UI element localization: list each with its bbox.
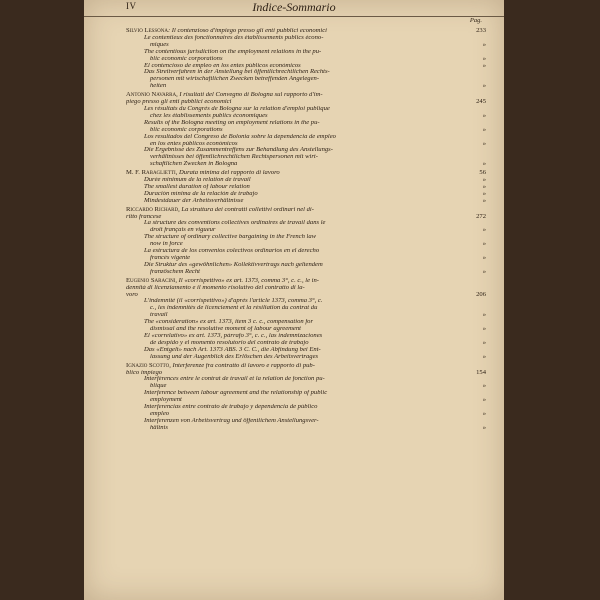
toc-line xyxy=(126,35,486,42)
toc-line xyxy=(126,376,486,383)
toc-title: The contentious jurisdiction on the employment relations in the pu- xyxy=(144,48,322,55)
toc-line xyxy=(126,69,486,76)
toc-page-number: » xyxy=(482,240,486,248)
page-header xyxy=(84,0,504,17)
toc-title: Duración mínima de la relación de trabajo xyxy=(144,190,258,197)
toc-page-number xyxy=(458,76,486,83)
toc-page-number: » xyxy=(482,311,486,319)
toc-title: , I risultati del Convegno di Bologna sul rapporto d'im- xyxy=(176,92,323,99)
toc-line xyxy=(126,363,486,370)
toc-page-number: 272 xyxy=(476,212,486,220)
toc-page-number xyxy=(458,305,486,312)
toc-line xyxy=(126,319,486,326)
toc-line xyxy=(126,113,486,120)
toc-line xyxy=(126,177,486,184)
toc-page-number xyxy=(458,234,486,241)
toc-line xyxy=(126,312,486,319)
toc-line xyxy=(126,269,486,276)
toc-title: blic economic corporations xyxy=(150,55,223,62)
toc-author: Eugenio Saracini xyxy=(126,277,176,284)
toc-line xyxy=(126,220,486,227)
toc-line xyxy=(126,262,486,269)
toc-title: : Il contenzioso d'impiego presso gli enti pubblici economici xyxy=(167,28,327,34)
toc-page-number xyxy=(458,35,486,42)
toc-title: now in force xyxy=(150,241,183,248)
toc-page-number: » xyxy=(482,40,486,48)
toc-line xyxy=(126,83,486,90)
toc-title: voro xyxy=(126,291,138,298)
toc-title: en los entes públicos económicos xyxy=(150,140,238,147)
toc-title: La estructura de los convenios colectivos ordinarios en el derecho xyxy=(144,248,320,255)
table-of-contents xyxy=(126,28,486,434)
toc-line xyxy=(126,134,486,141)
toc-title: piego presso gli enti pubblici economici xyxy=(126,99,232,106)
toc-page-number: » xyxy=(482,182,486,190)
toc-line xyxy=(126,397,486,404)
toc-page-number xyxy=(458,134,486,141)
toc-line xyxy=(126,370,486,377)
toc-entry xyxy=(126,92,486,168)
toc-title: The smallest duration of labour relation xyxy=(144,183,250,190)
toc-line xyxy=(126,99,486,106)
toc-line xyxy=(126,127,486,134)
toc-page-number xyxy=(458,319,486,326)
toc-page-number xyxy=(458,376,486,383)
toc-title: Interference between labour agreement and the relationship of public xyxy=(144,390,328,397)
toc-line xyxy=(126,184,486,191)
toc-page-number: » xyxy=(482,61,486,69)
toc-page-number: » xyxy=(482,54,486,62)
toc-line xyxy=(126,326,486,333)
toc-entry xyxy=(126,207,486,276)
toc-author: Silvio Lessona xyxy=(126,28,168,34)
toc-entry xyxy=(126,363,486,432)
toc-page-number: » xyxy=(482,409,486,417)
toc-page-number: » xyxy=(482,267,486,275)
toc-title: , Durata minima del rapporto di lavoro xyxy=(175,170,280,177)
toc-title: The structure of ordinary collective bargaining in the French law xyxy=(144,234,317,241)
toc-line xyxy=(126,390,486,397)
toc-page-number xyxy=(458,154,486,161)
toc-title: L'indemnité (il «corrispettivo») d'après l'article 1373, comma 3°, c. xyxy=(144,298,323,305)
toc-page-number: » xyxy=(482,196,486,204)
toc-title: Mindestdauer der Arbeitsverhältnisse xyxy=(144,197,244,204)
toc-page-number: 233 xyxy=(476,27,486,34)
toc-line xyxy=(126,198,486,205)
toc-page-number xyxy=(458,262,486,269)
toc-title: The «consideration» ex art. 1373, item 3 c. c., compensation for xyxy=(144,319,314,326)
toc-line xyxy=(126,49,486,56)
toc-author: Antonio Navarra xyxy=(126,92,177,99)
toc-title: chez les établissements publics économiques xyxy=(150,112,268,119)
toc-title: blique xyxy=(150,383,167,390)
toc-line xyxy=(126,92,486,99)
toc-title: francés vigente xyxy=(150,255,191,261)
page-title: Indice-Sommario xyxy=(252,0,336,14)
toc-page-number: » xyxy=(482,396,486,404)
toc-line xyxy=(126,141,486,148)
toc-title: französchem Recht xyxy=(150,268,200,275)
toc-page-number: » xyxy=(482,382,486,390)
toc-line xyxy=(126,285,486,292)
toc-title: Interferenzen von Arbeitsvertrag und öffentlichem Anstellungsver- xyxy=(144,417,319,424)
toc-title: Interferencias entre contrato de trabajo y dependencia de público xyxy=(144,404,318,411)
toc-line xyxy=(126,161,486,168)
toc-title: , Il «corrispettivo» ex art. 1373, comma 3°, c. c., le in- xyxy=(175,277,319,284)
toc-page-number xyxy=(458,278,486,285)
toc-page-number: » xyxy=(482,160,486,168)
page-number: IV xyxy=(126,1,137,11)
toc-line xyxy=(126,170,486,177)
toc-page-number: » xyxy=(482,176,486,184)
page-column-label: Pag. xyxy=(469,17,482,24)
toc-title: Durée minimum de la relation de travail xyxy=(144,177,251,184)
toc-page-number xyxy=(458,106,486,113)
toc-page-number: » xyxy=(482,325,486,333)
toc-title: Das «Entgelt» nach Art. 1373 ABS. 3 C. C., die Abfindung bei Ent- xyxy=(144,346,321,353)
toc-entry xyxy=(126,170,486,205)
toc-line xyxy=(126,191,486,198)
toc-title: El contencioso de empleo en los entes públicos económicos xyxy=(144,62,301,69)
toc-title: Los resultados del Congreso de Bolonia sobre la dependencia de empleo xyxy=(144,133,336,140)
toc-title: La structure des conventions collectives ordinaires de travail dans le xyxy=(144,220,326,227)
toc-line xyxy=(126,354,486,361)
toc-author: Ignazio Scotto xyxy=(126,362,170,369)
toc-title: , La struttura dei contratti collettivi ordinari nel di- xyxy=(178,206,314,213)
toc-page-number: » xyxy=(482,189,486,197)
toc-title: personen mit wirtschaftlichen Zwecken betreffenden Angelegen- xyxy=(150,76,320,83)
toc-title: Results of the Bologna meeting on employment relations in the pu- xyxy=(144,119,320,126)
toc-page-number: » xyxy=(482,423,486,431)
toc-title: blic economic corporations xyxy=(150,126,223,133)
toc-page-number: » xyxy=(482,139,486,147)
toc-title: El «correlativo» ex art. 1373, párrafo 3°, c. c., las indemnizaciones xyxy=(144,332,323,339)
toc-title: Die Ergebnisse des Zusammentreffens zur Behandlung des Anstellungs- xyxy=(144,147,333,154)
toc-page-number xyxy=(458,49,486,56)
toc-title: hältnis xyxy=(150,424,168,431)
toc-line xyxy=(126,207,486,214)
toc-title: miques xyxy=(150,41,169,48)
toc-page-number xyxy=(458,248,486,255)
toc-title: travail xyxy=(150,312,168,319)
toc-page-number: 154 xyxy=(476,368,486,376)
toc-page-number: » xyxy=(482,111,486,119)
toc-page-number: » xyxy=(482,352,486,360)
toc-page-number xyxy=(458,418,486,425)
toc-title: Le contentieux des fonctionnaires des établissements publics écono- xyxy=(144,34,324,41)
toc-page-number xyxy=(458,390,486,397)
toc-line xyxy=(126,227,486,234)
toc-page-number xyxy=(458,298,486,305)
toc-page-number xyxy=(458,347,486,354)
toc-page-number xyxy=(458,120,486,127)
toc-title: lassung und der Augenblick des Erlöschen des Arbeitsvertrages xyxy=(150,353,319,360)
toc-title: Interférences entre le contrat de travail et la relation de fonction pu- xyxy=(144,376,325,383)
toc-title: droit français en vigueur xyxy=(150,227,216,234)
toc-line xyxy=(126,418,486,425)
toc-title: de despido y el momento resolutorio del contrato de trabajo xyxy=(150,339,309,346)
toc-page-number: 206 xyxy=(476,290,486,298)
toc-line xyxy=(126,106,486,113)
toc-page-number: » xyxy=(482,254,486,261)
toc-title: empleo xyxy=(150,410,170,417)
toc-line xyxy=(126,292,486,299)
toc-title: blico impiego xyxy=(126,369,163,376)
toc-page-number: » xyxy=(482,226,486,234)
toc-line xyxy=(126,340,486,347)
toc-line xyxy=(126,248,486,255)
toc-page-number xyxy=(458,69,486,76)
toc-title: Die Struktur des «gewöhnlichen» Kollektivvertrags nach geltendem xyxy=(144,261,323,268)
toc-page-number xyxy=(458,220,486,227)
toc-line xyxy=(126,255,486,262)
toc-author: Riccardo Richard xyxy=(126,206,179,213)
toc-page-number: » xyxy=(482,82,486,90)
toc-entry xyxy=(126,28,486,90)
toc-line xyxy=(126,120,486,127)
toc-page-number xyxy=(458,333,486,340)
toc-title: ritto francese xyxy=(126,213,162,220)
toc-title: dismissal and the resolutive moment of labour agreement xyxy=(150,326,301,333)
toc-line xyxy=(126,234,486,241)
toc-page-number: » xyxy=(482,125,486,133)
toc-author: M. F. Rabaglietti xyxy=(126,170,176,177)
toc-line xyxy=(126,42,486,49)
toc-title: heiten xyxy=(150,83,167,90)
toc-line xyxy=(126,404,486,411)
toc-line xyxy=(126,56,486,63)
toc-line xyxy=(126,298,486,305)
toc-line xyxy=(126,241,486,248)
toc-line xyxy=(126,214,486,221)
toc-line xyxy=(126,147,486,154)
toc-line xyxy=(126,425,486,432)
toc-line xyxy=(126,278,486,285)
toc-line xyxy=(126,63,486,70)
toc-line xyxy=(126,333,486,340)
toc-page-number xyxy=(458,147,486,154)
toc-title: Les résultats du Congrès de Bologna sur la relation d'emploi publique xyxy=(144,105,330,112)
toc-title: schaftlichen Zwecken in Bologna xyxy=(150,161,238,168)
toc-page-number xyxy=(458,404,486,411)
toc-title: employment xyxy=(150,397,182,404)
toc-title: , Interferenze fra contratto di lavoro e rapporto di pub- xyxy=(169,362,315,369)
toc-line xyxy=(126,347,486,354)
toc-line xyxy=(126,383,486,390)
toc-entry xyxy=(126,278,486,361)
toc-line xyxy=(126,305,486,312)
toc-title: verhältnisses bei öffentlichrechtlichen Rechtspersonen mit wirt- xyxy=(150,154,318,161)
book-page xyxy=(84,0,504,600)
toc-title: dennità di licenziamento e il momento risolutivo del contratto di la- xyxy=(126,284,305,291)
toc-title: Das Streitverfahren in der Anstellung bei öffentlichrechtlichen Rechts- xyxy=(144,69,330,76)
toc-title: c., les indemnités de licenciement et la résiliation du contrat du xyxy=(150,305,318,312)
toc-line xyxy=(126,76,486,83)
toc-page-number: 245 xyxy=(476,98,486,106)
toc-line xyxy=(126,28,486,35)
toc-page-number: » xyxy=(482,338,486,346)
toc-page-number: 56 xyxy=(479,169,486,177)
toc-line xyxy=(126,411,486,418)
toc-line xyxy=(126,154,486,161)
